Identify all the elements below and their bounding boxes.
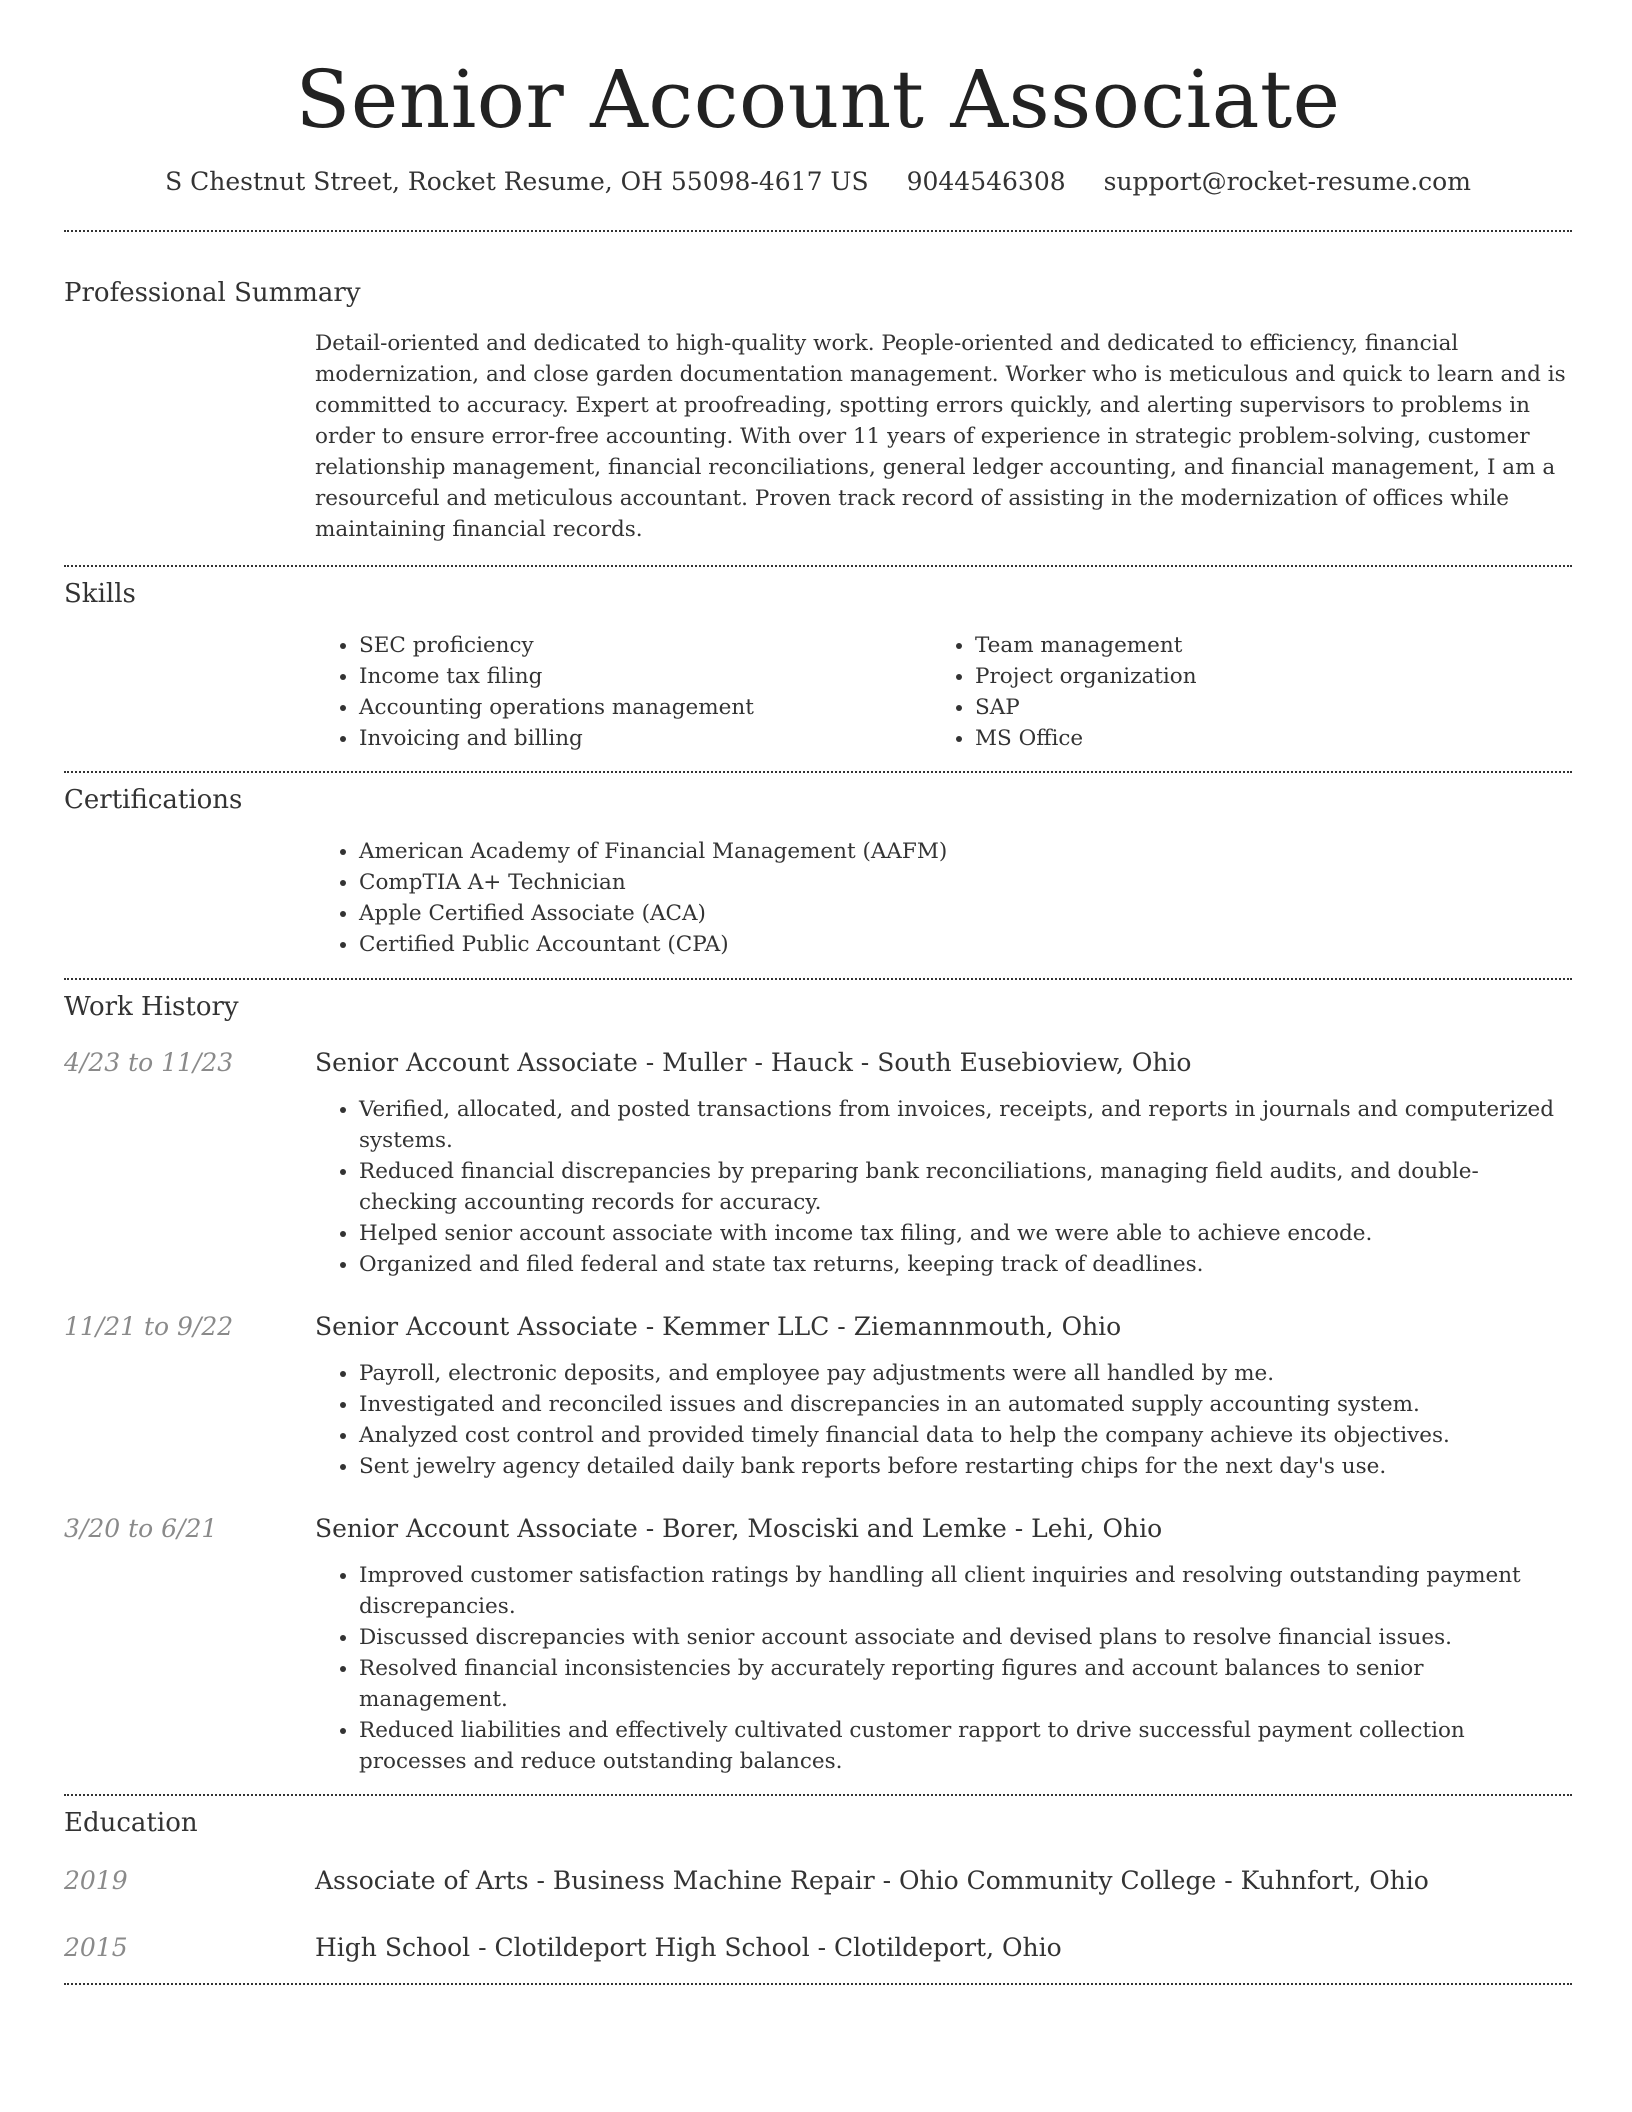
job-dates: 11/21 to 9/22 bbox=[64, 1312, 234, 1341]
job-dates: 3/20 to 6/21 bbox=[64, 1514, 218, 1543]
certification-item: • American Academy of Financial Management (AAFM) bbox=[359, 836, 1572, 867]
job-entry bbox=[64, 1309, 1572, 1482]
job-bullet: • Resolved financial inconsistencies by accurately reporting figures and account balances to senior management. bbox=[359, 1653, 1572, 1715]
summary-text: Detail-oriented and dedicated to high-quality work. People-oriented and dedicated to efficiency, financial modernization, and close garden documentation management. Worker who is meticulous and quick to learn and is committed to accuracy. Expert at proofreading, spotting errors quickly, and alerting supervisors to problems in order to ensure error-free accounting. With over 11 years of experience in strategic problem-solving, customer relationship management, financial reconciliations, general ledger accounting, and financial management, I am a resourceful and meticulous accountant. Proven track record of assisting in the modernization of offices while maintaining financial records. bbox=[315, 331, 1566, 542]
education-heading: Education bbox=[64, 1808, 198, 1838]
certification-item: • CompTIA A+ Technician bbox=[359, 867, 1572, 898]
skill-item: • Accounting operations management bbox=[359, 692, 931, 723]
skill-item: • Income tax filing bbox=[359, 661, 931, 692]
resume bbox=[64, 0, 1572, 1985]
skill-item: • SAP bbox=[975, 692, 1547, 723]
skills-column-left bbox=[315, 630, 931, 754]
skill-item: • Team management bbox=[975, 630, 1547, 661]
job-header bbox=[64, 1045, 1572, 1081]
job-bullet: • Discussed discrepancies with senior account associate and devised plans to resolve financial issues. bbox=[359, 1622, 1572, 1653]
job-bullet: • Sent jewelry agency detailed daily bank reports before restarting chips for the next day's use. bbox=[359, 1451, 1572, 1482]
skills-heading: Skills bbox=[64, 579, 136, 609]
certifications-list bbox=[315, 836, 1572, 960]
section-divider bbox=[64, 1794, 1572, 1796]
skill-item: • MS Office bbox=[975, 723, 1547, 754]
summary-heading: Professional Summary bbox=[64, 278, 361, 308]
education-year: 2015 bbox=[64, 1933, 128, 1962]
resume-title: Senior Account Associate bbox=[295, 53, 1341, 146]
section-divider bbox=[64, 565, 1572, 567]
job-bullet: • Reduced financial discrepancies by preparing bank reconciliations, managing field audits, and double-checking accounting records for accuracy. bbox=[359, 1156, 1572, 1218]
education-title: High School - Clotildeport High School - Clotildeport, Ohio bbox=[315, 1933, 1062, 1962]
job-bullet: • Reduced liabilities and effectively cultivated customer rapport to drive successful payment collection processes and reduce outstanding balances. bbox=[359, 1715, 1572, 1777]
job-bullet: • Payroll, electronic deposits, and employee pay adjustments were all handled by me. bbox=[359, 1358, 1572, 1389]
skill-item: • Invoicing and billing bbox=[359, 723, 931, 754]
job-entry bbox=[64, 1511, 1572, 1777]
section-divider bbox=[64, 230, 1572, 232]
certification-item: • Apple Certified Associate (ACA) bbox=[359, 898, 1572, 929]
job-header bbox=[64, 1511, 1572, 1547]
section-divider bbox=[64, 1983, 1572, 1985]
email-text: support@rocket-resume.com bbox=[1103, 167, 1471, 196]
job-title: Senior Account Associate - Borer, Mosciski and Lemke - Lehi, Ohio bbox=[315, 1514, 1163, 1543]
certification-item: • Certified Public Accountant (CPA) bbox=[359, 929, 1572, 960]
work-history-heading: Work History bbox=[64, 992, 239, 1022]
skills-column-right bbox=[931, 630, 1547, 754]
job-dates: 4/23 to 11/23 bbox=[64, 1048, 234, 1077]
job-bullet: • Verified, allocated, and posted transactions from invoices, receipts, and reports in journals and computerized systems. bbox=[359, 1094, 1572, 1156]
job-bullet: • Improved customer satisfaction ratings by handling all client inquiries and resolving outstanding payment discrepancies. bbox=[359, 1560, 1572, 1622]
job-bullet: • Investigated and reconciled issues and discrepancies in an automated supply accounting system. bbox=[359, 1389, 1572, 1420]
job-bullets bbox=[315, 1358, 1572, 1482]
job-bullet: • Organized and filed federal and state tax returns, keeping track of deadlines. bbox=[359, 1249, 1572, 1280]
education-entry bbox=[64, 1863, 1572, 1899]
education-year: 2019 bbox=[64, 1866, 128, 1895]
certifications-heading: Certifications bbox=[64, 785, 243, 815]
job-bullets bbox=[315, 1094, 1572, 1280]
job-bullet: • Helped senior account associate with income tax filing, and we were able to achieve encode. bbox=[359, 1218, 1572, 1249]
section-divider bbox=[64, 978, 1572, 980]
job-entry bbox=[64, 1045, 1572, 1280]
address-text: S Chestnut Street, Rocket Resume, OH 55098-4617 US bbox=[165, 167, 869, 196]
contact-line bbox=[64, 164, 1572, 200]
job-header bbox=[64, 1309, 1572, 1345]
job-bullet: • Analyzed cost control and provided timely financial data to help the company achieve its objectives. bbox=[359, 1420, 1572, 1451]
phone-text: 9044546308 bbox=[906, 167, 1066, 196]
job-bullets bbox=[315, 1560, 1572, 1777]
education-entry bbox=[64, 1930, 1572, 1966]
skill-item: • SEC proficiency bbox=[359, 630, 931, 661]
skill-item: • Project organization bbox=[975, 661, 1547, 692]
education-title: Associate of Arts - Business Machine Repair - Ohio Community College - Kuhnfort, Ohio bbox=[315, 1866, 1429, 1895]
job-title: Senior Account Associate - Muller - Hauck - South Eusebioview, Ohio bbox=[315, 1048, 1192, 1077]
job-title: Senior Account Associate - Kemmer LLC - Ziemannmouth, Ohio bbox=[315, 1312, 1122, 1341]
section-divider bbox=[64, 771, 1572, 773]
skills-list bbox=[315, 630, 1572, 754]
